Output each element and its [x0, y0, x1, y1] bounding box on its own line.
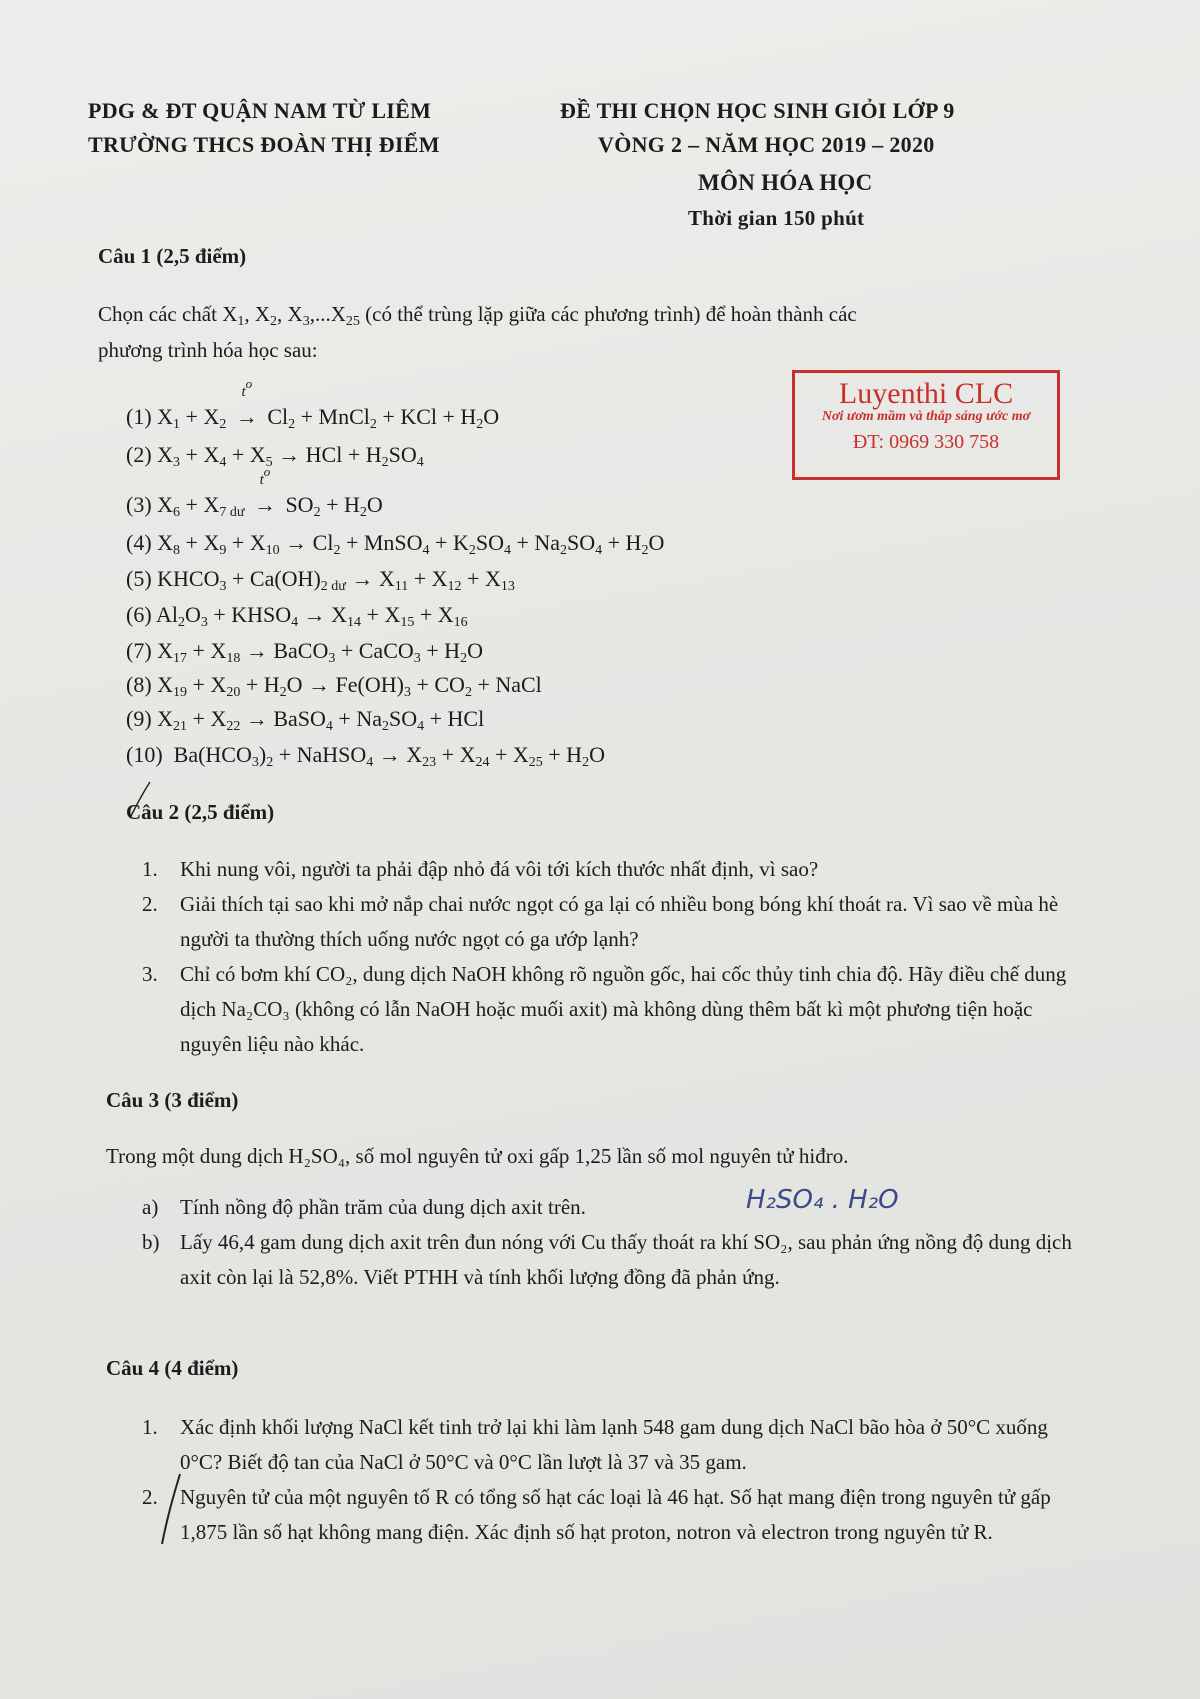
- exam-subject: MÔN HÓA HỌC: [698, 170, 873, 195]
- question-2-title: Câu 2 (2,5 điểm): [126, 800, 275, 824]
- question-4-list: [142, 1410, 1092, 1550]
- question-2-list: [142, 852, 1092, 1062]
- question-4-item: 1. Xác định khối lượng NaCl kết tinh trở lại khi làm lạnh 548 gam dung dịch NaCl bão hòa ở 50°C xuống 0°C? Biết độ tan của NaCl ở 50°C và 0°C lần lượt là 37 và 35 gam.: [142, 1415, 1048, 1474]
- equation-1: (1) $X_1 + X_2$ → $t^o$ $Cl_2$ + MnCl$_2$ + KCl + $H_2O$: [126, 376, 500, 432]
- equation-8: (8) $X_{19} + X_{20} + H_2O \to Fe(OH)_3 + CO_2$ + NaCl: [126, 672, 542, 700]
- equation-2: (2) $X_3 + X_4 + X_5$ → HCl + $H_2SO_4$: [126, 442, 424, 470]
- question-3-item: b) Lấy 46,4 gam dung dịch axit trên đun nóng với Cu thấy thoát ra khí SO₂, sau phản ứng nồng độ dung dịch axit còn lại là 52,8%. Viết PTHH và tính khối lượng đồng đã phản ứng.: [142, 1230, 1072, 1289]
- question-3-item: a) Tính nồng độ phần trăm của dung dịch axit trên.: [142, 1195, 586, 1219]
- exam-title: ĐỀ THI CHỌN HỌC SINH GIỎI LỚP 9: [560, 98, 955, 123]
- question-1-intro: Chọn các chất $X_1$, $X_2$, $X_3,...X_{25}$ (có thể trùng lặp giữa các phương trình) để hoàn thành các phương trình hóa học sau:: [98, 302, 857, 362]
- equation-4: (4) $X_8 + X_9 + X_{10} \to Cl_2$ + MnSO$_4$ + $K_2SO_4 + Na_2SO_4 + H_2O$: [126, 530, 665, 558]
- district-name: PDG & ĐT QUẬN NAM TỪ LIÊM: [88, 98, 432, 123]
- pen-tick-mark: [126, 780, 156, 820]
- svg-text:H₂SO₄ . H₂O: H₂SO₄ . H₂O: [746, 1185, 899, 1215]
- question-3-intro: Trong một dung dịch H₂SO₄, số mol nguyên tử oxi gấp 1,25 lần số mol nguyên tử hiđro.: [106, 1144, 849, 1168]
- question-2-item: 2. Giải thích tại sao khi mở nắp chai nước ngọt có ga lại có nhiều bong bóng khí thoát ra. Vì sao về mùa hè người ta thường thích uống nước ngọt có ga ướp lạnh?: [142, 892, 1059, 951]
- question-2-item: 1. Khi nung vôi, người ta phải đập nhỏ đá vôi tới kích thước nhất định, vì sao?: [142, 857, 819, 881]
- exam-duration: Thời gian 150 phút: [688, 206, 865, 230]
- equation-3: (3) $X_6 + X_{7 dư}$ → $t^o$ $SO_2 + H_2O$: [126, 464, 383, 520]
- pen-check-mark: [150, 1470, 190, 1550]
- handwritten-note: [742, 1178, 932, 1218]
- exam-round: VÒNG 2 – NĂM HỌC 2019 – 2020: [598, 132, 935, 157]
- stamp-name: Luyenthi CLC: [838, 377, 1014, 410]
- equation-10: (10) $Ba(HCO_3)_2$ + NaHSO$_4$ → $X_{23} + X_{24} + X_{25} + H_2O$: [126, 742, 605, 770]
- equation-7: (7) $X_{17} + X_{18}$ → BaCO$_3$ + CaCO$_3$ + $H_2O$: [126, 638, 483, 666]
- question-3-list: [142, 1190, 1092, 1295]
- equation-5: (5) $KHCO_3 + Ca(OH)_{2 dư} \to X_{11} + X_{12} + X_{13}$: [126, 566, 515, 594]
- question-4-item: 2. Nguyên tử của một nguyên tố R có tổng số hạt các loại là 46 hạt. Số hạt mang điện trong nguyên tử gấp 1,875 lần số hạt không mang điện. Xác định số hạt proton, notron và electron trong nguyên tử R.: [142, 1485, 1051, 1544]
- question-1-title: Câu 1 (2,5 điểm): [98, 244, 247, 268]
- luyenthi-stamp: [792, 370, 1060, 480]
- stamp-phone: ĐT: 0969 330 758: [852, 431, 1000, 453]
- school-name: TRƯỜNG THCS ĐOÀN THỊ ĐIỂM: [88, 132, 440, 157]
- question-4-title: Câu 4 (4 điểm): [106, 1356, 239, 1380]
- equation-9: (9) $X_{21} + X_{22}$ → BaSO$_4$ + $Na_2SO_4$ + HCl: [126, 706, 485, 734]
- stamp-slogan: Nơi ươm mầm và thắp sáng ước mơ: [821, 409, 1031, 424]
- question-3-title: Câu 3 (3 điểm): [106, 1088, 239, 1112]
- question-2-item: 3. Chỉ có bơm khí CO₂, dung dịch NaOH không rõ nguồn gốc, hai cốc thủy tinh chia độ. Hãy điều chế dung dịch Na₂CO₃ (không có lẫn NaOH hoặc muối axit) mà không dùng thêm bất kì một phương tiện hoặc nguyên liệu nào khác.: [142, 962, 1067, 1056]
- equation-6: (6) $Al_2O_3$ + $KHSO_4 \to X_{14} + X_{15} + X_{16}$: [126, 602, 468, 630]
